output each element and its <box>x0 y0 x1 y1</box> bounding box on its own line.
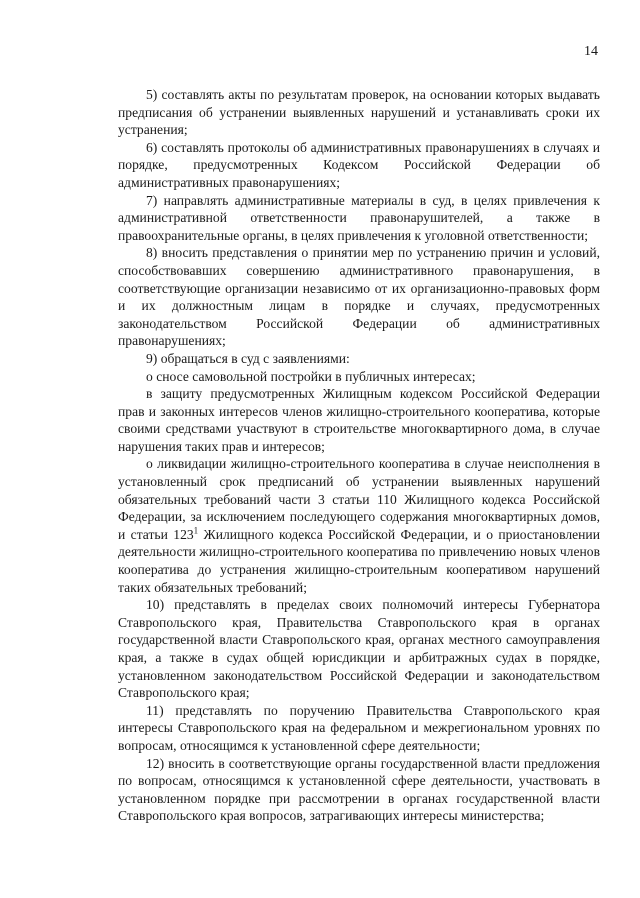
liquidation-text-start: о ликвидации жилищно-строительного кооператива в случае неисполнения в установленный срок предписаний об устранении выявленных нарушений обязательных требований части 3 статьи 110 Жилищного кодекса Российской Федерации, за исключением последующего содержания многоквартирных домов, и статьи 123 <box>118 456 600 542</box>
paragraph-item-8: 8) вносить представления о принятии мер по устранению причин и условий, способствовавших совершению административного правонарушения, в соответствующие организации независимо от их организационно-правовых форм и их должностным лицам в порядке и случаях, предусмотренных законодательством Российской Федерации об административных правонарушениях; <box>118 245 600 349</box>
paragraph-item-6: 6) составлять протоколы об административных правонарушениях в случаях и порядке, предусмотренных Кодексом Российской Федерации об административных правонарушениях; <box>118 139 600 190</box>
paragraph-item-10: 10) представлять в пределах своих полномочий интересы Губернатора Ставропольского края, Правительства Ставропольского края в органах государственной власти Ставропольского края, органах местного самоуправления края, а также в судах общей юрисдикции и арбитражных судах в порядке, установленном законодательством Российской Федерации и законодательством Ставропольского края; <box>118 597 600 701</box>
superscript-marker: 1 <box>193 525 199 536</box>
paragraph-item-12: 12) вносить в соответствующие органы государственной власти предложения по вопросам, относящимся к установленной сфере деятельности, участвовать в установленном порядке при рассмотрении в органах государственной власти Ставропольского края вопросов, затрагивающих интересы министерства; <box>118 755 600 824</box>
paragraph-protection: в защиту предусмотренных Жилищным кодексом Российской Федерации прав и законных интересов членов жилищно-строительного кооператива, которые своими средствами участвуют в строительстве многоквартирного дома, в случае нарушения таких прав и интересов; <box>118 386 600 454</box>
paragraph-demolition: о сносе самовольной постройки в публичных интересах; <box>146 368 476 384</box>
document-body <box>118 86 600 825</box>
paragraph-item-9: 9) обращаться в суд с заявлениями: <box>146 350 350 366</box>
page-number: 14 <box>584 44 598 59</box>
paragraph-item-7: 7) направлять административные материалы в суд, в целях привлечения к административной ответственности правонарушителей, а также в правоохранительные органы, в целях привлечения к уголовной ответственности; <box>118 192 600 243</box>
paragraph-liquidation <box>118 455 600 596</box>
paragraph-item-11: 11) представлять по поручению Правительства Ставропольского края интересы Ставропольского края на федеральном и межрегиональном уровнях по вопросам, относящимся к установленной сфере деятельности; <box>118 702 600 753</box>
paragraph-item-5: 5) составлять акты по результатам проверок, на основании которых выдавать предписания об устранении выявленных нарушений и устанавливать сроки их устранения; <box>118 87 600 138</box>
liquidation-text-end: Жилищного кодекса Российской Федерации, и о приостановлении деятельности жилищно-строительного кооператива по привлечению новых членов кооператива до устранения жилищно-строительным кооперативом нарушений таких обязательных требований; <box>118 526 600 595</box>
